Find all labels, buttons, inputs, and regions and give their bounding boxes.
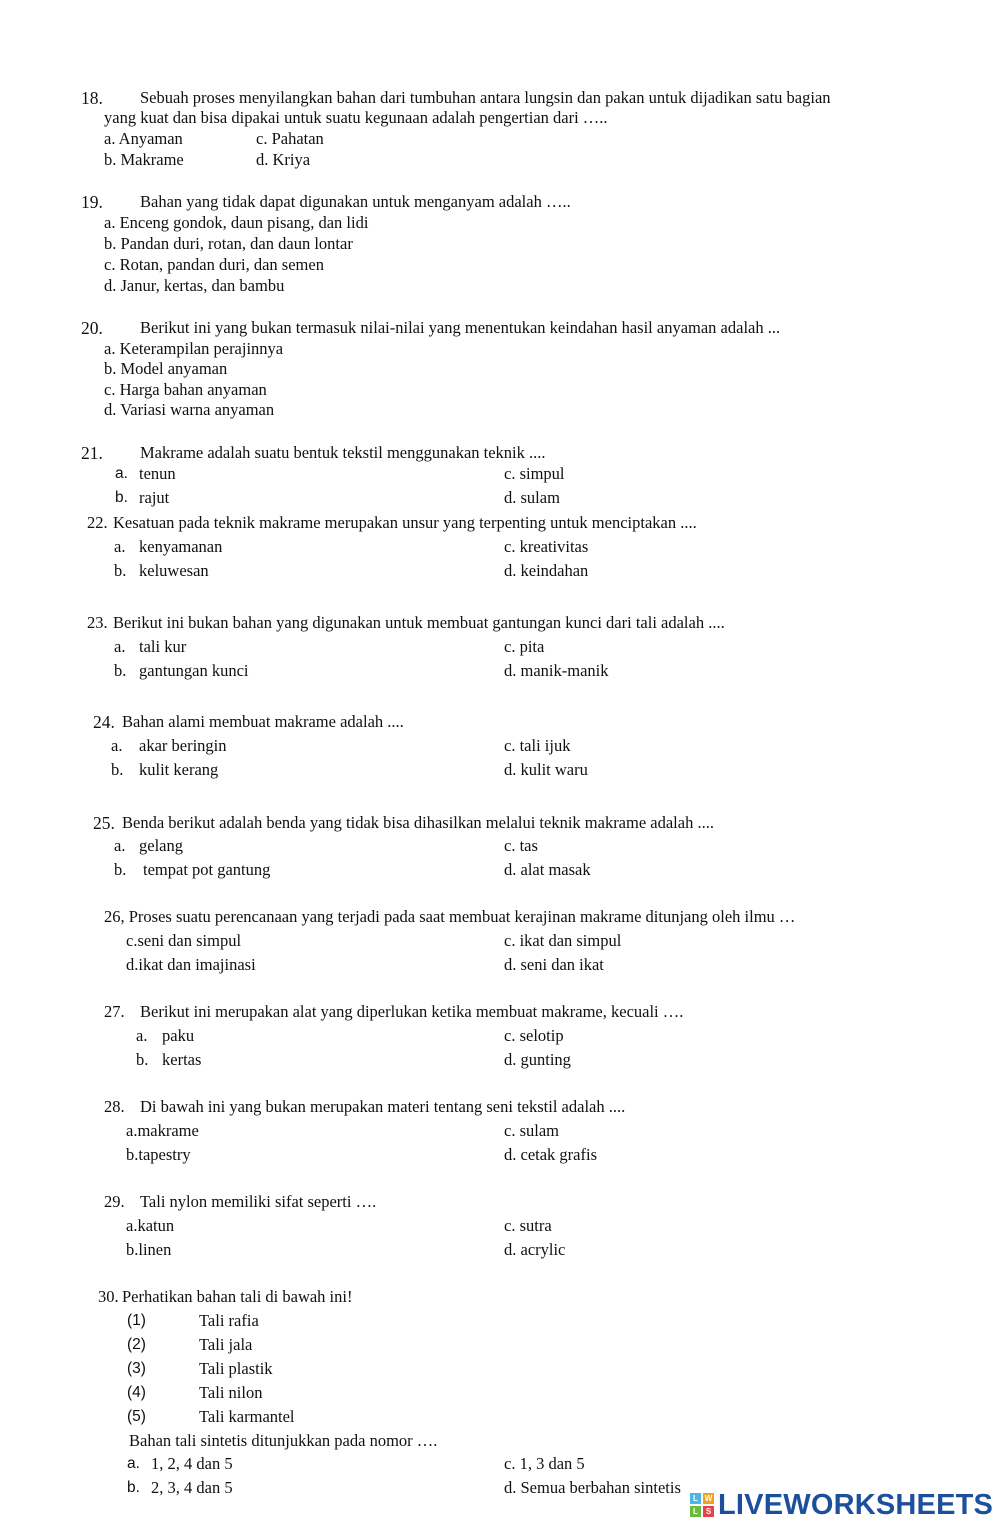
- question-text: Di bawah ini yang bukan merupakan materi tentang seni tekstil adalah ....: [140, 1097, 626, 1116]
- option-b: b.tapestry: [126, 1145, 191, 1164]
- logo-tile: L: [690, 1506, 701, 1517]
- option-d: d. kulit waru: [504, 760, 588, 779]
- question-prompt: Bahan tali sintetis ditunjukkan pada nomor ….: [129, 1431, 438, 1450]
- watermark-text: LIVEWORKSHEETS: [718, 1489, 994, 1521]
- option-a-letter: a.: [115, 465, 128, 482]
- logo-tile: W: [704, 1494, 713, 1503]
- option-b: b. Makrame: [104, 150, 184, 169]
- list-item-number: (2): [127, 1336, 146, 1353]
- option-a: a. Keterampilan perajinnya: [104, 339, 284, 358]
- question-number: 27.: [104, 1002, 125, 1021]
- question-text: Bahan yang tidak dapat digunakan untuk menganyam adalah …..: [140, 192, 571, 211]
- option-a-letter: a.: [114, 637, 126, 656]
- option-b: kulit kerang: [139, 760, 219, 779]
- option-b: gantungan kunci: [139, 661, 249, 680]
- question-text: Perhatikan bahan tali di bawah ini!: [122, 1287, 353, 1306]
- option-b-letter: b.: [114, 860, 127, 879]
- list-item-label: Tali rafia: [199, 1311, 259, 1330]
- question-text: Berikut ini bukan bahan yang digunakan untuk membuat gantungan kunci dari tali adalah ....: [113, 613, 725, 632]
- option-b: keluwesan: [139, 561, 209, 580]
- liveworksheets-logo-icon: [690, 1493, 714, 1517]
- option-c: c. sulam: [504, 1121, 559, 1140]
- liveworksheets-watermark: [690, 1488, 993, 1522]
- option-d: d. keindahan: [504, 561, 589, 580]
- question-text: Makrame adalah suatu bentuk tekstil menggunakan teknik ....: [140, 443, 546, 462]
- option-b: b. Model anyaman: [104, 359, 228, 378]
- option-a-letter: a.: [127, 1455, 140, 1472]
- option-a-letter: a.: [114, 836, 126, 855]
- option-a: tenun: [139, 464, 176, 483]
- option-b: d.ikat dan imajinasi: [126, 955, 256, 974]
- option-a: a. Anyaman: [104, 129, 183, 148]
- option-b-letter: b.: [136, 1050, 149, 1069]
- option-b-letter: b.: [111, 760, 124, 779]
- option-c: c. selotip: [504, 1026, 564, 1045]
- option-a-letter: a.: [111, 736, 123, 755]
- option-a: kenyamanan: [139, 537, 223, 556]
- option-b-letter: b.: [114, 561, 127, 580]
- option-b: tempat pot gantung: [143, 860, 271, 879]
- option-a: gelang: [139, 836, 183, 855]
- option-c: c. 1, 3 dan 5: [504, 1454, 585, 1473]
- list-item-number: (3): [127, 1360, 146, 1377]
- list-item-label: Tali nilon: [199, 1383, 263, 1402]
- question-text: Kesatuan pada teknik makrame merupakan unsur yang terpenting untuk menciptakan ....: [113, 513, 697, 532]
- option-c: c. kreativitas: [504, 537, 589, 556]
- option-c: c. ikat dan simpul: [504, 931, 622, 950]
- question-number: 22.: [87, 513, 108, 532]
- option-a: paku: [162, 1026, 195, 1045]
- question-number: 29.: [104, 1192, 125, 1211]
- list-item-number: (4): [127, 1384, 146, 1401]
- question-text: 26, Proses suatu perencanaan yang terjadi pada saat membuat kerajinan makrame ditunjang oleh ilmu …: [104, 907, 796, 926]
- option-d: d. Janur, kertas, dan bambu: [104, 276, 285, 295]
- logo-tile: L: [690, 1493, 701, 1504]
- question-text: Berikut ini merupakan alat yang diperlukan ketika membuat makrame, kecuali ….: [140, 1002, 684, 1021]
- question-number: 25.: [93, 813, 115, 833]
- question-text: Benda berikut adalah benda yang tidak bisa dihasilkan melalui teknik makrame adalah ....: [122, 813, 714, 832]
- option-d: d. Semua berbahan sintetis: [504, 1478, 681, 1497]
- option-a: c.seni dan simpul: [126, 931, 242, 950]
- option-d: d. acrylic: [504, 1240, 566, 1259]
- list-item-label: Tali plastik: [199, 1359, 273, 1378]
- option-c: c. sutra: [504, 1216, 552, 1235]
- option-b-letter: b.: [127, 1479, 140, 1496]
- question-number: 18.: [81, 88, 103, 108]
- list-item-number: (1): [127, 1312, 146, 1329]
- option-c: c. tas: [504, 836, 538, 855]
- option-a: a. Enceng gondok, daun pisang, dan lidi: [104, 213, 369, 232]
- option-d: d. Kriya: [256, 150, 311, 169]
- option-d: d. seni dan ikat: [504, 955, 604, 974]
- question-number: 20.: [81, 318, 103, 338]
- list-item-number: (5): [127, 1408, 146, 1425]
- option-c: c. Pahatan: [256, 129, 324, 148]
- option-c: c. simpul: [504, 464, 565, 483]
- question-number: 21.: [81, 443, 103, 463]
- option-d: d. sulam: [504, 488, 560, 507]
- option-a-letter: a.: [114, 537, 126, 556]
- question-number: 19.: [81, 192, 103, 212]
- option-d: d. manik-manik: [504, 661, 609, 680]
- option-b: b. Pandan duri, rotan, dan daun lontar: [104, 234, 353, 253]
- option-c: c. Harga bahan anyaman: [104, 380, 267, 399]
- option-b-letter: b.: [114, 661, 127, 680]
- question-number: 24.: [93, 712, 115, 732]
- option-c: c. Rotan, pandan duri, dan semen: [104, 255, 324, 274]
- logo-tile: S: [703, 1506, 714, 1517]
- question-text: Sebuah proses menyilangkan bahan dari tumbuhan antara lungsin dan pakan untuk dijadikan satu bagian: [140, 88, 831, 107]
- option-a: akar beringin: [139, 736, 227, 755]
- question-text-continued: yang kuat dan bisa dipakai untuk suatu kegunaan adalah pengertian dari …..: [104, 108, 608, 127]
- question-text: Bahan alami membuat makrame adalah ....: [122, 712, 404, 731]
- option-c: c. pita: [504, 637, 545, 656]
- question-text: Berikut ini yang bukan termasuk nilai-nilai yang menentukan keindahan hasil anyaman adalah ...: [140, 318, 781, 337]
- option-d: d. Variasi warna anyaman: [104, 400, 275, 419]
- option-c: c. tali ijuk: [504, 736, 571, 755]
- option-b: 2, 3, 4 dan 5: [151, 1478, 233, 1497]
- option-d: d. cetak grafis: [504, 1145, 597, 1164]
- question-number: 23.: [87, 613, 108, 632]
- option-b: rajut: [139, 488, 170, 507]
- option-b-letter: b.: [115, 489, 128, 506]
- option-a: a.katun: [126, 1216, 175, 1235]
- option-b: b.linen: [126, 1240, 172, 1259]
- question-text: Tali nylon memiliki sifat seperti ….: [140, 1192, 377, 1211]
- list-item-label: Tali karmantel: [199, 1407, 295, 1426]
- option-a: a.makrame: [126, 1121, 199, 1140]
- option-a: tali kur: [139, 637, 187, 656]
- option-a: 1, 2, 4 dan 5: [151, 1454, 233, 1473]
- option-b: kertas: [162, 1050, 202, 1069]
- question-number: 30.: [98, 1287, 119, 1306]
- option-d: d. gunting: [504, 1050, 571, 1069]
- option-a-letter: a.: [136, 1026, 148, 1045]
- list-item-label: Tali jala: [199, 1335, 253, 1354]
- option-d: d. alat masak: [504, 860, 591, 879]
- question-number: 28.: [104, 1097, 125, 1116]
